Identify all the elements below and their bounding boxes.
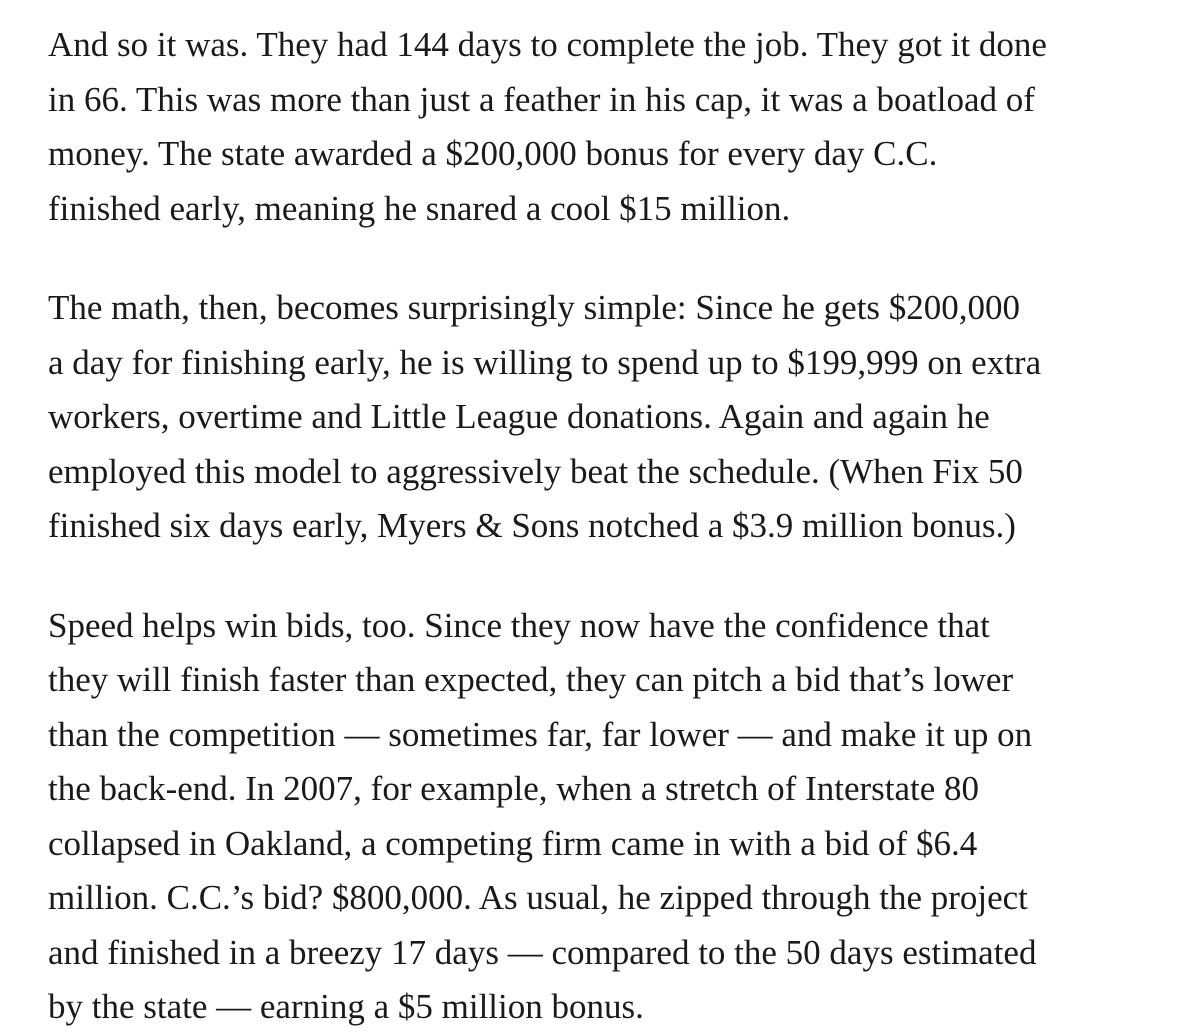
text-line: they will finish faster than expected, they can pitch a bid that’s lower bbox=[48, 660, 1014, 699]
text-line: collapsed in Oakland, a competing firm came in with a bid of $6.4 bbox=[48, 823, 978, 863]
text-line: Speed helps win bids, too. Since they now have the confidence that bbox=[48, 605, 990, 645]
text-line: in 66. This was more than just a feather in his cap, it was a boatload of bbox=[48, 79, 1035, 119]
text-line: And so it was. They had 144 days to complete the job. They got it done bbox=[48, 25, 1047, 64]
article-body bbox=[48, 18, 1178, 1035]
text-line: workers, overtime and Little League donations. Again and again he bbox=[48, 397, 990, 436]
text-line: employed this model to aggressively beat the schedule. (When Fix 50 bbox=[48, 451, 1023, 491]
text-line: The math, then, becomes surprisingly simple: Since he gets $200,000 bbox=[48, 288, 1021, 327]
text-line: finished early, meaning he snared a cool $15 million. bbox=[48, 188, 791, 228]
text-line: by the state — earning a $5 million bonus. bbox=[48, 987, 644, 1026]
text-line: than the competition — sometimes far, far lower — and make it up on bbox=[48, 714, 1033, 754]
paragraph-bonus-payout bbox=[48, 18, 1178, 236]
text-line: million. C.C.’s bid? $800,000. As usual, he zipped through the project bbox=[48, 878, 1028, 917]
paragraph-math bbox=[48, 281, 1178, 554]
text-line: finished six days early, Myers & Sons notched a $3.9 million bonus.) bbox=[48, 506, 1016, 545]
text-line: and finished in a breezy 17 days — compared to the 50 days estimated bbox=[48, 932, 1037, 972]
text-line: money. The state awarded a $200,000 bonus for every day C.C. bbox=[48, 134, 938, 173]
paragraph-speed-bids bbox=[48, 599, 1178, 1035]
text-line: a day for finishing early, he is willing to spend up to $199,999 on extra bbox=[48, 342, 1042, 382]
text-line: the back-end. In 2007, for example, when a stretch of Interstate 80 bbox=[48, 769, 980, 808]
